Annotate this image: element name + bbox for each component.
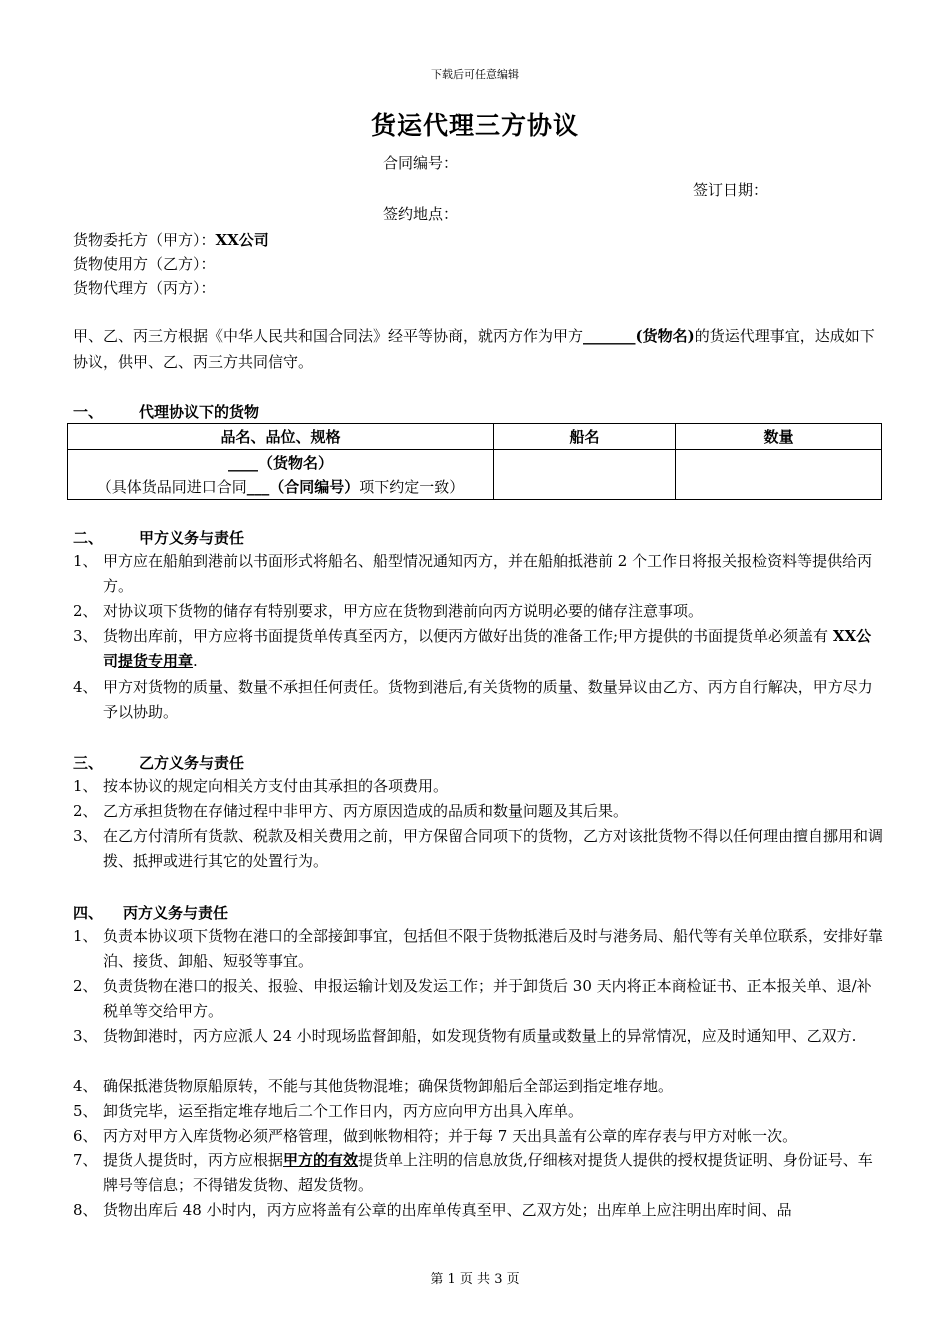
contract-number-label: 合同编号： <box>383 154 459 172</box>
sign-date-label: 签订日期： <box>693 181 769 199</box>
cell-product-blank2: ___ <box>246 477 270 496</box>
list-item <box>73 1124 885 1149</box>
item-number: 2、 <box>73 602 98 620</box>
item-number: 6、 <box>73 1127 98 1145</box>
intro-part2: 的货运代理事宜，达成如下协议，供甲、乙、丙三方共同信守。 <box>73 327 875 371</box>
cell-product <box>68 450 494 500</box>
list-item <box>73 675 885 725</box>
item-text: 在乙方付清所有货款、税款及相关费用之前，甲方保留合同项下的货物，乙方对该批货物不得以任何理由擅自挪用和调拨、抵押或进行其它的处置行为。 <box>103 827 884 870</box>
item-end: . <box>193 652 198 670</box>
party-c-label: 货物代理方（丙方）： <box>73 279 216 297</box>
item-number: 8、 <box>73 1201 98 1219</box>
item-number: 3、 <box>73 827 98 845</box>
item-text: 甲方应在船舶到港前以书面形式将船名、船型情况通知丙方，并在船舶抵港前 2 个工作日将报关报检资料等提供给丙方。 <box>103 552 873 595</box>
col-header-product: 品名、品位、规格 <box>68 424 494 450</box>
list-item <box>73 924 885 974</box>
party-c <box>73 277 216 298</box>
item-text: 丙方对甲方入库货物必须严格管理，做到帐物相符；并于每 7 天出具盖有公章的库存表与甲方对帐一次。 <box>103 1127 798 1145</box>
list-item <box>73 1099 885 1124</box>
cell-product-line2b: （合同编号） <box>269 477 360 496</box>
list-item <box>73 624 885 674</box>
item-number: 1、 <box>73 927 98 945</box>
item-text <box>73 624 885 674</box>
cell-product-line2a: （具体货品同进口合同 <box>96 477 247 496</box>
list-item <box>73 774 885 799</box>
section-2-title: 甲方义务与责任 <box>139 529 245 547</box>
section-2-number: 二、 <box>73 529 104 547</box>
item-text: 货物出库后 48 小时内，丙方应将盖有公章的出库单传真至甲、乙双方处；出库单上应注明出库时间、品 <box>103 1201 792 1219</box>
list-item <box>73 1024 885 1049</box>
section-1-heading <box>73 401 259 422</box>
sign-place-label: 签约地点： <box>383 205 459 223</box>
item-text: 甲方对货物的质量、数量不承担任何责任。货物到港后,有关货物的质量、数量异议由乙方、丙方自行解决，甲方尽力予以协助。 <box>103 678 873 721</box>
item-seal: 提货专用章 <box>118 652 194 670</box>
list-item <box>73 1074 885 1099</box>
item-number: 5、 <box>73 1102 98 1120</box>
list-item <box>73 974 885 1024</box>
item-text-part: 提货人提货时，丙方应根据 <box>103 1151 284 1169</box>
section-3-title: 乙方义务与责任 <box>139 754 245 772</box>
item-number: 2、 <box>73 802 98 820</box>
intro-paragraph <box>73 323 885 375</box>
list-item <box>73 824 885 874</box>
goods-table-header <box>68 424 882 450</box>
item-text: 负责货物在港口的报关、报验、申报运输计划及发运工作；并于卸货后 30 天内将正本商检证书、正本报关单、退/补税单等交给甲方。 <box>103 977 872 1020</box>
col-header-ship: 船名 <box>494 424 676 450</box>
section-1-title: 代理协议下的货物 <box>139 403 260 421</box>
section-4-title: 丙方义务与责任 <box>123 904 229 922</box>
party-a <box>73 229 269 250</box>
intro-goods: (货物名) <box>635 327 695 345</box>
header-note: 下载后可任意编辑 <box>431 68 519 81</box>
cell-product-line2c: 项下约定一致） <box>359 477 465 496</box>
section-3-number: 三、 <box>73 754 104 772</box>
section-4-heading <box>73 902 228 923</box>
cell-product-blank1: ____ <box>227 453 258 472</box>
item-number: 3、 <box>73 627 98 645</box>
list-item <box>73 1198 885 1223</box>
item-text: 卸货完毕，运至指定堆存地后二个工作日内，丙方应向甲方出具入库单。 <box>103 1102 584 1120</box>
item-text: 按本协议的规定向相关方支付由其承担的各项费用。 <box>103 777 449 795</box>
intro-blank: _______ <box>583 327 636 345</box>
table-row <box>68 450 882 500</box>
list-item <box>73 799 885 824</box>
party-b-label: 货物使用方（乙方）： <box>73 255 216 273</box>
party-a-label: 货物委托方（甲方）： <box>73 231 216 249</box>
item-text <box>73 1148 885 1198</box>
section-3-heading <box>73 752 244 773</box>
item-number: 4、 <box>73 1077 98 1095</box>
page-footer: 第 1 页 共 3 页 <box>430 1272 520 1287</box>
intro-part1: 甲、乙、丙三方根据《中华人民共和国合同法》经平等协商，就丙方作为甲方 <box>73 327 584 345</box>
item-text: 乙方承担货物在存储过程中非甲方、丙方原因造成的品质和数量问题及其后果。 <box>103 802 629 820</box>
item-number: 2、 <box>73 977 98 995</box>
list-item <box>73 599 885 624</box>
item-text-part: 货物出库前，甲方应将书面提货单传真至丙方，以便丙方做好出货的准备工作;甲方提供的书面提货单必须盖有 <box>103 627 833 645</box>
item-text: 确保抵港货物原船原转，不能与其他货物混堆；确保货物卸船后全部运到指定堆存地。 <box>103 1077 674 1095</box>
cell-product-line1: （货物名） <box>257 453 333 472</box>
item-number: 7、 <box>73 1151 98 1169</box>
party-a-value: XX公司 <box>215 231 269 249</box>
item-valid: 甲方的有效 <box>283 1151 359 1169</box>
goods-table <box>67 423 882 500</box>
item-number: 3、 <box>73 1027 98 1045</box>
list-item <box>73 549 885 599</box>
item-company: XX公司 <box>103 627 872 670</box>
item-text: 对协议项下货物的储存有特别要求，甲方应在货物到港前向丙方说明必要的储存注意事项。 <box>103 602 704 620</box>
item-text: 负责本协议项下货物在港口的全部接卸事宜，包括但不限于货物抵港后及时与港务局、船代等有关单位联系，安排好靠泊、接货、卸船、短驳等事宜。 <box>103 927 884 970</box>
item-number: 1、 <box>73 552 98 570</box>
item-number: 4、 <box>73 678 98 696</box>
cell-qty <box>676 450 882 500</box>
cell-ship <box>494 450 676 500</box>
item-number: 1、 <box>73 777 98 795</box>
party-b <box>73 253 216 274</box>
list-item <box>73 1148 885 1198</box>
document-title: 货运代理三方协议 <box>370 111 579 140</box>
section-1-number: 一、 <box>73 403 104 421</box>
col-header-qty: 数量 <box>676 424 882 450</box>
section-4-number: 四、 <box>73 904 104 922</box>
item-text: 货物卸港时，丙方应派人 24 小时现场监督卸船，如发现货物有质量或数量上的异常情况，应及时通知甲、乙双方. <box>103 1027 857 1045</box>
section-2-heading <box>73 527 244 548</box>
item-text-part: 提货单上注明的信息放货,仔细核对提货人提供的授权提货证明、身份证号、车牌号等信息；不得错发货物、超发货物。 <box>103 1151 873 1194</box>
